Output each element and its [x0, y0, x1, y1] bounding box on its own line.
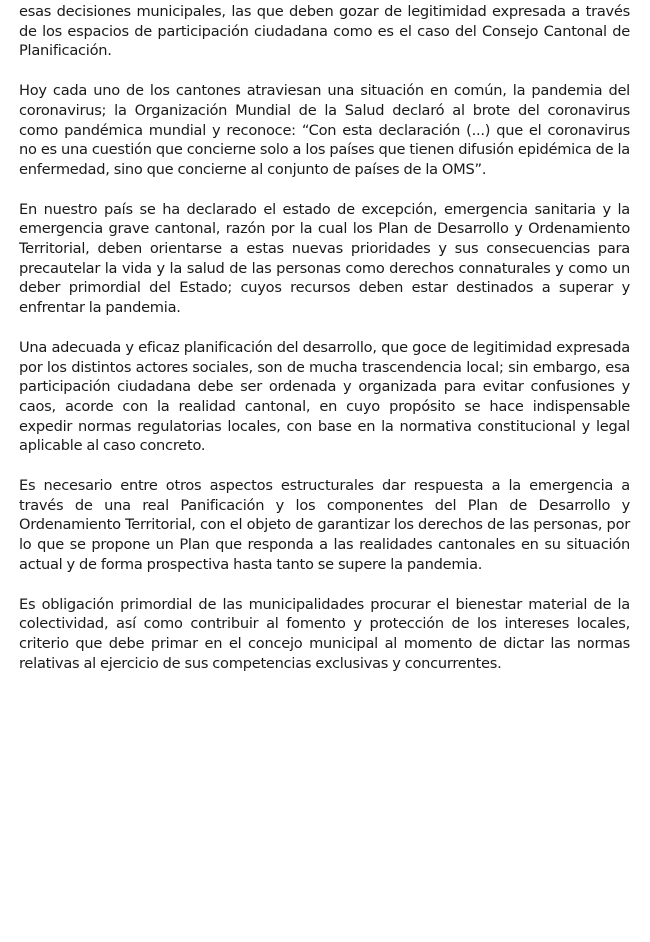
paragraph-respuesta-emergencia: Es necesario entre otros aspectos estructurales dar respuesta a la emergencia a través de una real Panificación y los componentes del Plan de Desarrollo y Ordenamiento Territorial, con el objeto de garantizar los derechos de las personas, por lo que se propone un Plan que responda a las realidades cantonales en su situación actual y de forma prospectiva hasta tanto se supere la pandemia.: [19, 477, 630, 573]
paragraph-planificacion-desarrollo: Una adecuada y eficaz planificación del desarrollo, que goce de legitimidad expresada por los distintos actores sociales, son de mucha trascendencia local; sin embargo, esa participación ciudadana debe ser ordenada y organizada para evitar confusiones y caos, acorde con la realidad cantonal, en cuyo propósito se hace indispensable expedir normas regulatorias locales, con base en la normativa constitucional y legal aplicable al caso concreto.: [19, 338, 630, 455]
document-body: [19, 2, 630, 693]
paragraph-obligacion-municipalidades: Es obligación primordial de las municipalidades procurar el bienestar material de la colectividad, así como contribuir al fomento y protección de los intereses locales, criterio que debe primar en el concejo municipal al momento de dictar las normas relativas al ejercicio de sus competencias exclusivas y concurrentes.: [19, 595, 630, 672]
paragraph-pandemia-coronavirus: Hoy cada uno de los cantones atraviesan una situación en común, la pandemia del coronavirus; la Organización Mundial de la Salud declaró al brote del coronavirus como pandémica mundial y reconoce: “Con esta declaración (...) que el coronavirus no es una cuestión que concierne solo a los países que tienen difusión epidémica de la enfermedad, sino que concierne al conjunto de países de la OMS”.: [19, 82, 630, 178]
paragraph-consejo-cantonal: esas decisiones municipales, las que deben gozar de legitimidad expresada a través de los espacios de participación ciudadana como es el caso del Consejo Cantonal de Planificación.: [19, 3, 630, 60]
paragraph-estado-de-excepcion: En nuestro país se ha declarado el estado de excepción, emergencia sanitaria y la emergencia grave cantonal, razón por la cual los Plan de Desarrollo y Ordenamiento Territorial, deben orientarse a estas nuevas prioridades y sus consecuencias para precautelar la vida y la salud de las personas como derechos connaturales y como un deber primordial del Estado; cuyos recursos deben estar destinados a superar y enfrentar la pandemia.: [19, 200, 630, 317]
